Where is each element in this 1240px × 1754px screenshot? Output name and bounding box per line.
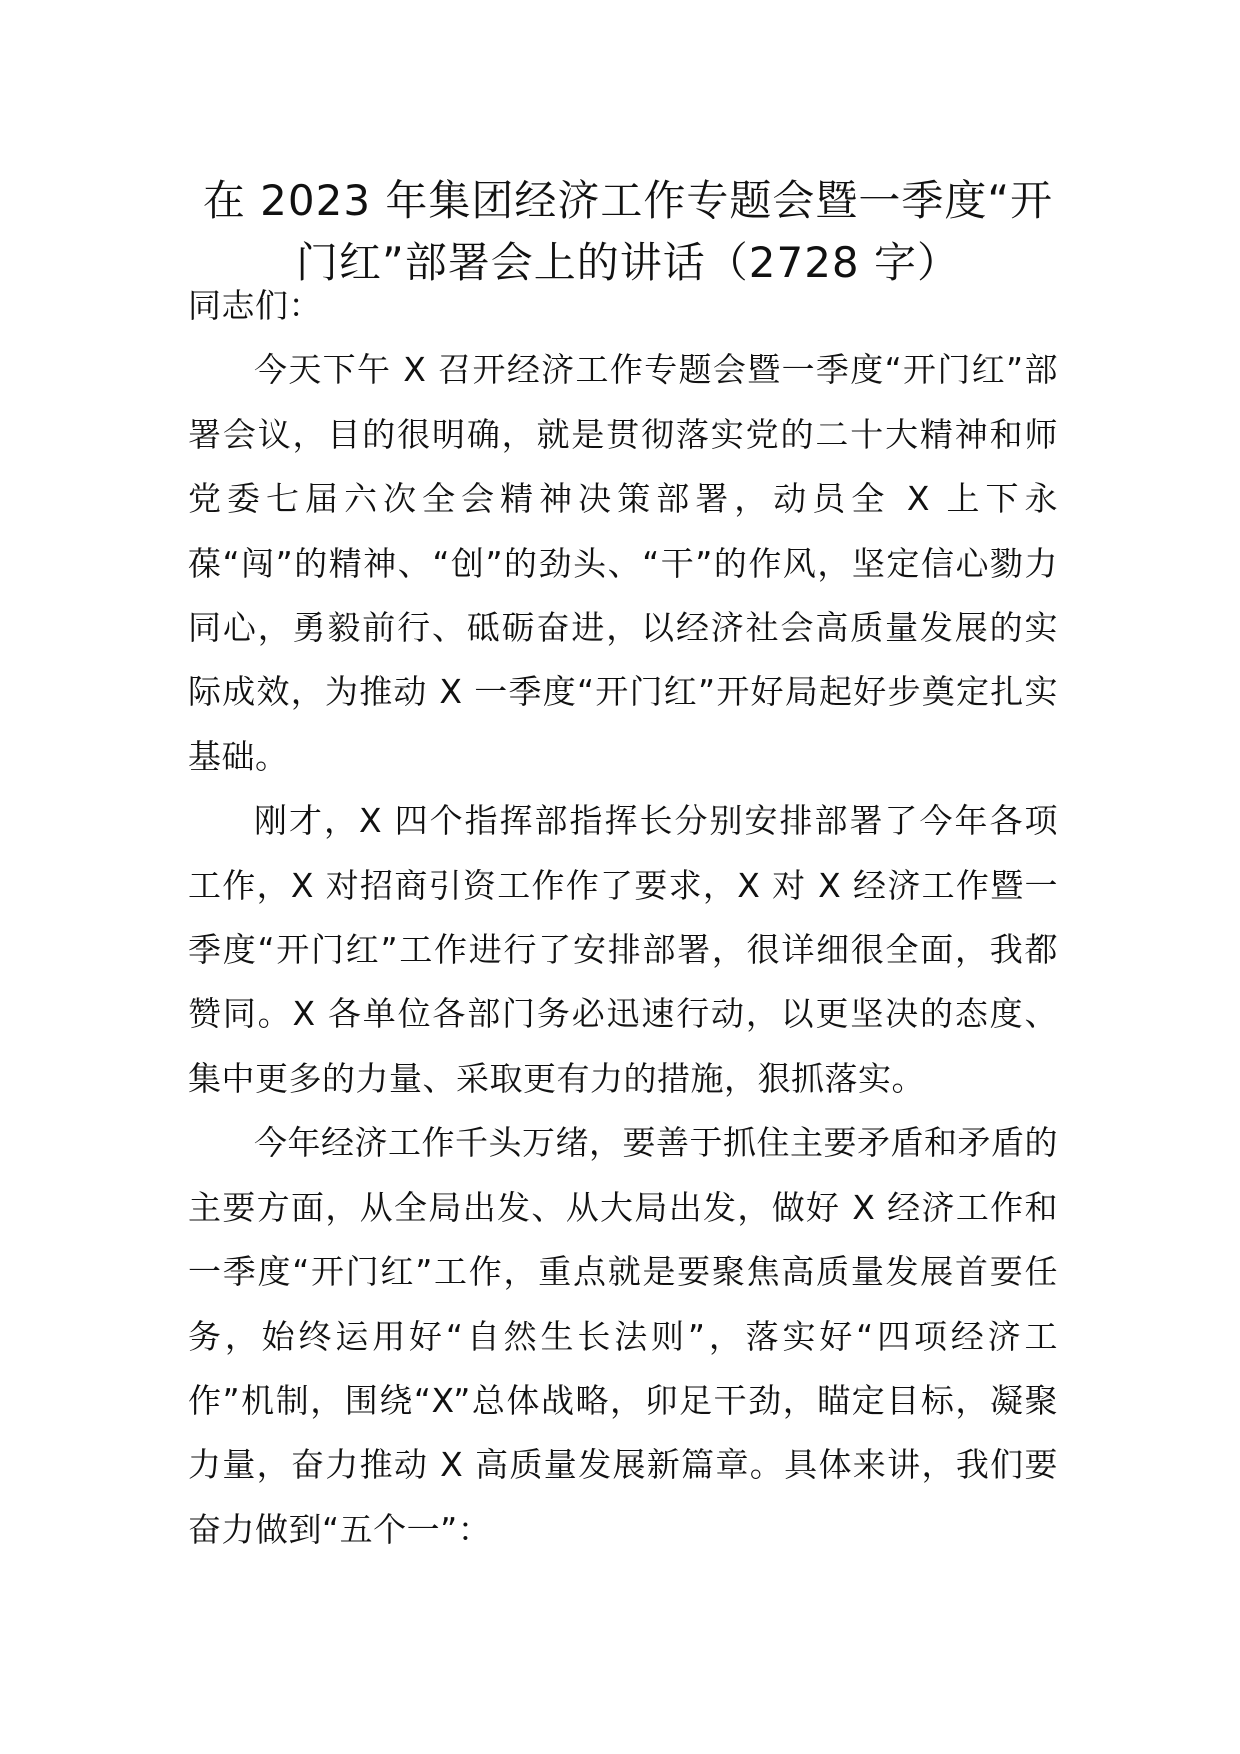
salutation: 同志们：	[188, 286, 322, 325]
paragraph-priorities: 今年经济工作千头万绪，要善于抓住主要矛盾和矛盾的主要方面，从全局出发、从大局出发，做好 X 经济工作和一季度“开门红”工作，重点就是要聚焦高质量发展首要任务，始终运用好“自然生长法则”，落实好“四项经济工作”机制，围绕“X”总体战略，卯足干劲，瞄定目标，凝聚力量，奋力推动 X 高质量发展新篇章。具体来讲，我们要奋力做到“五个一”：	[188, 1123, 1058, 1549]
paragraph-arrangements: 刚才，X 四个指挥部指挥长分别安排部署了今年各项工作，X 对招商引资工作作了要求，X 对 X 经济工作暨一季度“开门红”工作进行了安排部署，很详细很全面，我都赞同。X 各单位各部门务必迅速行动，以更坚决的态度、集中更多的力量、采取更有力的措施，狠抓落实。	[188, 801, 1058, 1098]
document-body	[188, 274, 1058, 1562]
paragraph-opening: 今天下午 X 召开经济工作专题会暨一季度“开门红”部署会议，目的很明确，就是贯彻落实党的二十大精神和师党委七届六次全会精神决策部署，动员全 X 上下永葆“闯”的精神、“创”的劲头、“干”的作风，坚定信心勠力同心，勇毅前行、砥砺奋进，以经济社会高质量发展的实际成效，为推动 X 一季度“开门红”开好局起好步奠定扎实基础。	[188, 350, 1058, 776]
document-title: 在 2023 年集团经济工作专题会暨一季度“开门红”部署会上的讲话（2728 字）	[202, 176, 1054, 287]
